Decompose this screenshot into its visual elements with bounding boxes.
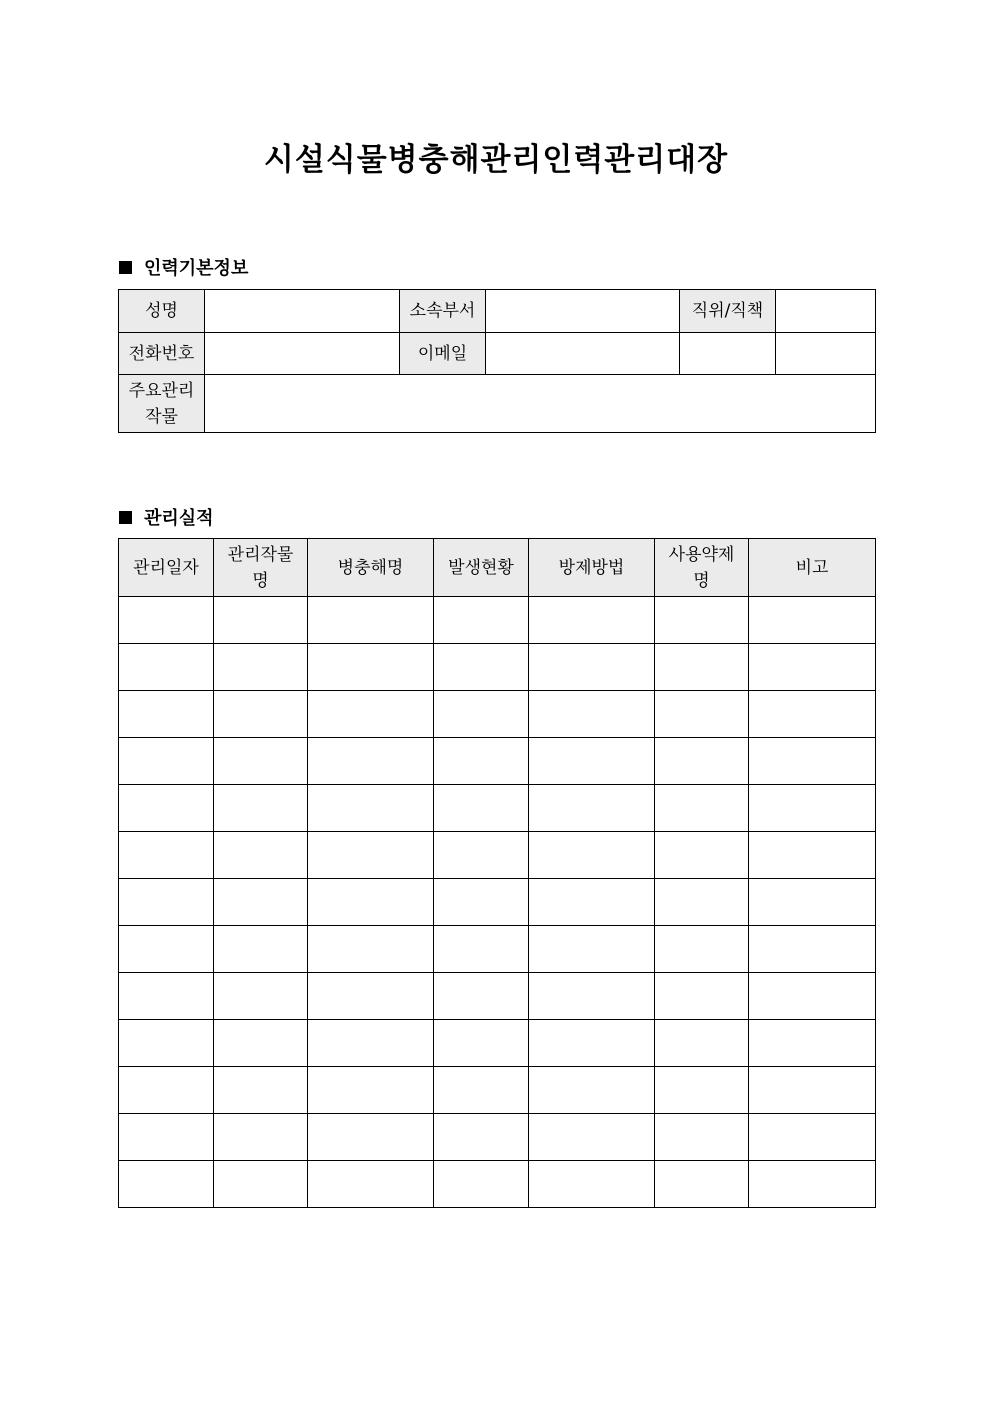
cell-date[interactable]: [119, 738, 214, 785]
cell-date[interactable]: [119, 644, 214, 691]
cell-crop[interactable]: [214, 597, 308, 644]
column-header-pest: 병충해명: [308, 539, 434, 597]
cell-pesticide[interactable]: [655, 973, 749, 1020]
cell-crop[interactable]: [214, 1067, 308, 1114]
cell-crop[interactable]: [214, 785, 308, 832]
cell-date[interactable]: [119, 1161, 214, 1208]
cell-occurrence[interactable]: [434, 644, 529, 691]
square-bullet-icon: [119, 511, 132, 524]
cell-remarks[interactable]: [749, 926, 876, 973]
cell-occurrence[interactable]: [434, 1020, 529, 1067]
label-crops: 주요관리작물: [119, 375, 205, 433]
cell-pesticide[interactable]: [655, 1067, 749, 1114]
cell-pesticide[interactable]: [655, 738, 749, 785]
cell-control-method[interactable]: [529, 1067, 655, 1114]
cell-crop[interactable]: [214, 926, 308, 973]
cell-pesticide[interactable]: [655, 1114, 749, 1161]
table-row: [119, 738, 876, 785]
cell-remarks[interactable]: [749, 597, 876, 644]
cell-occurrence[interactable]: [434, 1067, 529, 1114]
cell-pesticide[interactable]: [655, 597, 749, 644]
cell-pest[interactable]: [308, 1020, 434, 1067]
cell-control-method[interactable]: [529, 879, 655, 926]
label-department: 소속부서: [400, 290, 486, 333]
department-field[interactable]: [486, 290, 680, 333]
page-title: 시설식물병충해관리인력관리대장: [263, 142, 729, 178]
cell-pesticide[interactable]: [655, 1161, 749, 1208]
section-heading-basic-info: [119, 254, 248, 280]
cell-control-method[interactable]: [529, 973, 655, 1020]
performance-table: [118, 538, 876, 1208]
cell-date[interactable]: [119, 926, 214, 973]
cell-remarks[interactable]: [749, 738, 876, 785]
cell-date[interactable]: [119, 973, 214, 1020]
cell-crop[interactable]: [214, 691, 308, 738]
column-header-control-method: 방제방법: [529, 539, 655, 597]
label-email: 이메일: [400, 333, 486, 375]
table-row: [119, 926, 876, 973]
column-header-remarks: 비고: [749, 539, 876, 597]
cell-pest[interactable]: [308, 926, 434, 973]
cell-remarks[interactable]: [749, 785, 876, 832]
name-field[interactable]: [205, 290, 400, 333]
cell-control-method[interactable]: [529, 832, 655, 879]
cell-remarks[interactable]: [749, 1114, 876, 1161]
cell-pest[interactable]: [308, 879, 434, 926]
email-field[interactable]: [486, 333, 680, 375]
cell-pesticide[interactable]: [655, 785, 749, 832]
table-row: [119, 644, 876, 691]
cell-occurrence[interactable]: [434, 691, 529, 738]
cell-pest[interactable]: [308, 832, 434, 879]
cell-date[interactable]: [119, 691, 214, 738]
cell-control-method[interactable]: [529, 785, 655, 832]
column-header-pesticide: 사용약제명: [655, 539, 749, 597]
cell-pest[interactable]: [308, 1114, 434, 1161]
cell-pesticide[interactable]: [655, 832, 749, 879]
cell-date[interactable]: [119, 879, 214, 926]
cell-occurrence[interactable]: [434, 785, 529, 832]
cell-pesticide[interactable]: [655, 691, 749, 738]
empty-cell[interactable]: [776, 333, 876, 375]
cell-pest[interactable]: [308, 691, 434, 738]
section-title: 인력기본정보: [144, 258, 249, 279]
cell-pesticide[interactable]: [655, 926, 749, 973]
cell-control-method[interactable]: [529, 1020, 655, 1067]
cell-remarks[interactable]: [749, 691, 876, 738]
cell-crop[interactable]: [214, 832, 308, 879]
table-row: [119, 1114, 876, 1161]
cell-crop[interactable]: [214, 1161, 308, 1208]
cell-remarks[interactable]: [749, 1067, 876, 1114]
cell-control-method[interactable]: [529, 597, 655, 644]
label-position: 직위/직책: [680, 290, 776, 333]
label-name: 성명: [119, 290, 205, 333]
cell-crop[interactable]: [214, 644, 308, 691]
cell-control-method[interactable]: [529, 691, 655, 738]
cell-occurrence[interactable]: [434, 926, 529, 973]
cell-date[interactable]: [119, 832, 214, 879]
cell-pest[interactable]: [308, 973, 434, 1020]
table-row: [119, 832, 876, 879]
cell-remarks[interactable]: [749, 832, 876, 879]
table-row: [119, 1161, 876, 1208]
square-bullet-icon: [119, 261, 132, 274]
crops-field[interactable]: [205, 375, 876, 433]
cell-occurrence[interactable]: [434, 973, 529, 1020]
cell-date[interactable]: [119, 1020, 214, 1067]
cell-occurrence[interactable]: [434, 738, 529, 785]
cell-pest[interactable]: [308, 1067, 434, 1114]
cell-control-method[interactable]: [529, 1161, 655, 1208]
cell-crop[interactable]: [214, 738, 308, 785]
cell-pesticide[interactable]: [655, 879, 749, 926]
cell-crop[interactable]: [214, 1114, 308, 1161]
cell-crop[interactable]: [214, 879, 308, 926]
table-row: [119, 1020, 876, 1067]
cell-date[interactable]: [119, 785, 214, 832]
table-row: [119, 973, 876, 1020]
cell-control-method[interactable]: [529, 1114, 655, 1161]
cell-remarks[interactable]: [749, 1020, 876, 1067]
performance-rows: [119, 597, 876, 1208]
cell-date[interactable]: [119, 1114, 214, 1161]
cell-pesticide[interactable]: [655, 1020, 749, 1067]
cell-occurrence[interactable]: [434, 832, 529, 879]
cell-crop[interactable]: [214, 973, 308, 1020]
cell-remarks[interactable]: [749, 644, 876, 691]
position-field[interactable]: [776, 290, 876, 333]
table-row: [119, 879, 876, 926]
table-row: [119, 597, 876, 644]
cell-remarks[interactable]: [749, 973, 876, 1020]
table-row: [119, 1067, 876, 1114]
cell-pesticide[interactable]: [655, 644, 749, 691]
basic-info-table: [118, 289, 876, 433]
label-phone: 전화번호: [119, 333, 205, 375]
section-title: 관리실적: [144, 508, 214, 529]
empty-cell[interactable]: [680, 333, 776, 375]
cell-occurrence[interactable]: [434, 879, 529, 926]
cell-occurrence[interactable]: [434, 1161, 529, 1208]
cell-pest[interactable]: [308, 597, 434, 644]
table-row: [119, 785, 876, 832]
cell-pest[interactable]: [308, 738, 434, 785]
cell-pest[interactable]: [308, 1161, 434, 1208]
column-header-crop: 관리작물명: [214, 539, 308, 597]
cell-occurrence[interactable]: [434, 597, 529, 644]
cell-control-method[interactable]: [529, 738, 655, 785]
cell-pest[interactable]: [308, 785, 434, 832]
cell-occurrence[interactable]: [434, 1114, 529, 1161]
cell-pest[interactable]: [308, 644, 434, 691]
cell-remarks[interactable]: [749, 1161, 876, 1208]
cell-remarks[interactable]: [749, 879, 876, 926]
section-heading-performance: [119, 504, 214, 530]
cell-control-method[interactable]: [529, 644, 655, 691]
phone-field[interactable]: [205, 333, 400, 375]
column-header-date: 관리일자: [119, 539, 214, 597]
cell-control-method[interactable]: [529, 926, 655, 973]
cell-date[interactable]: [119, 597, 214, 644]
cell-date[interactable]: [119, 1067, 214, 1114]
table-row: [119, 691, 876, 738]
cell-crop[interactable]: [214, 1020, 308, 1067]
column-header-occurrence: 발생현황: [434, 539, 529, 597]
